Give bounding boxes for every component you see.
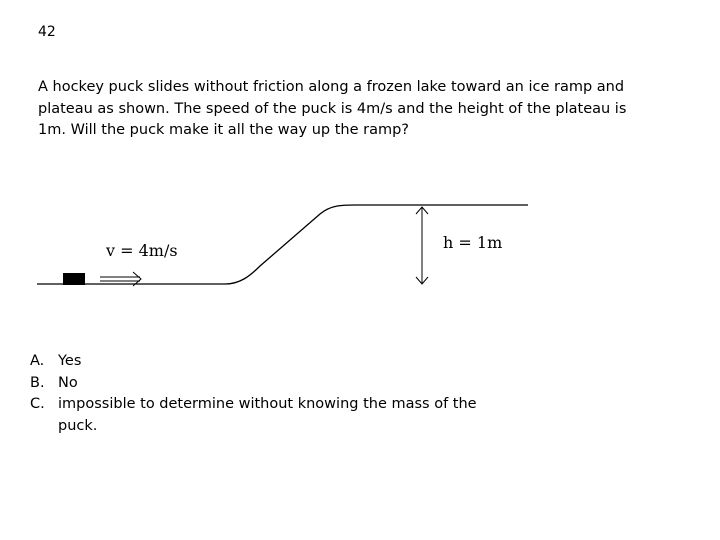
height-arrow (416, 207, 428, 284)
option-b[interactable] (30, 373, 488, 395)
option-letter: A. (30, 353, 45, 369)
option-text: No (58, 374, 78, 391)
option-letter: B. (30, 374, 45, 391)
answer-options (30, 351, 488, 437)
question-text: A hockey puck slides without friction along a frozen lake toward an ice ramp and plateau as shown. The speed of the puck is 4m/s and the height of the plateau is 1m. Will the puck make it all the way up the ramp? (38, 79, 627, 138)
option-text: Yes (58, 353, 82, 369)
option-c[interactable] (30, 394, 488, 437)
velocity-label: v = 4m/s (106, 241, 178, 260)
height-label: h = 1m (443, 233, 503, 252)
option-letter: C. (30, 396, 45, 412)
option-a[interactable] (30, 351, 488, 373)
hockey-puck (63, 273, 85, 285)
option-text: impossible to determine without knowing the mass of the puck. (58, 396, 477, 434)
slide-number: 42 (38, 24, 56, 40)
